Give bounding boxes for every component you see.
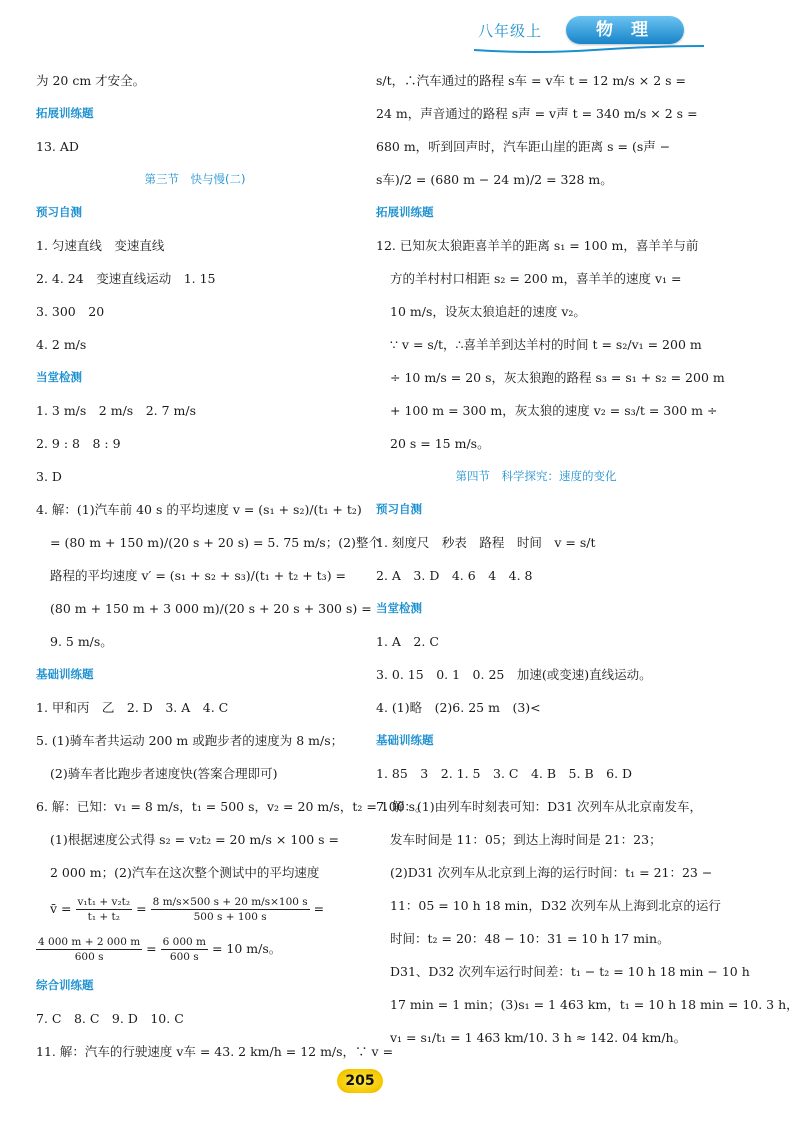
section-heading-extension: 拓展训练题	[376, 205, 434, 219]
right-column	[376, 64, 799, 1054]
denominator: 600 s	[74, 951, 104, 963]
answer-line: 4. (1)略 (2)6. 25 m (3)<	[376, 700, 541, 715]
numerator: 6 000 m	[162, 936, 206, 948]
fraction	[151, 895, 310, 924]
answer-line: (2)骑车者比跑步者速度快(答案合理即可)	[50, 766, 278, 781]
answer-line: 路程的平均速度 v′ = (s₁ + s₂ + s₃)/(t₁ + t₂ + t₃) =	[50, 568, 347, 583]
answer-line: 3. 0. 15 0. 1 0. 25 加速(或变速)直线运动。	[376, 667, 652, 682]
answer-line: 2 000 m；(2)汽车在这次整个测试中的平均速度	[50, 865, 320, 880]
formula-average-speed	[36, 889, 354, 929]
answer-line: 6. 解：已知：v₁ = 8 m/s，t₁ = 500 s，v₂ = 20 m/s，t₂ = 100 s。	[36, 799, 428, 814]
fraction	[161, 935, 208, 964]
answer-line: s/t，∴汽车通过的路程 s车 = v车 t = 12 m/s × 2 s =	[376, 73, 687, 88]
formula-result-value: = 10 m/s。	[211, 941, 282, 956]
answer-line: 3. 300 20	[36, 304, 105, 319]
numerator: 4 000 m + 2 000 m	[38, 936, 141, 948]
answer-line: 1. A 2. C	[376, 634, 439, 649]
page-header	[474, 14, 694, 50]
answer-line: 为 20 cm 才安全。	[36, 73, 146, 88]
subject-tab: 物 理	[566, 16, 684, 44]
fraction	[76, 895, 133, 924]
denominator: t₁ + t₂	[87, 911, 120, 923]
chapter-title-section3: 第三节 快与慢(二)	[144, 172, 246, 186]
denominator: 500 s + 100 s	[193, 911, 267, 923]
answer-line: 1. 85 3 2. 1. 5 3. C 4. B 5. B 6. D	[376, 766, 633, 781]
answer-line: D31、D32 次列车运行时间差：t₁ − t₂ = 10 h 18 min − 10 h	[390, 964, 750, 979]
section-heading-classroom: 当堂检测	[36, 370, 82, 384]
formula-equals: =	[136, 901, 147, 916]
answer-line: ∵ v = s/t，∴喜羊羊到达羊村的时间 t = s₂/v₁ = 200 m	[390, 337, 702, 352]
answer-line: 时间：t₂ = 20：48 − 10：31 = 10 h 17 min。	[390, 931, 670, 946]
answer-line: 7. 解：(1)由列车时刻表可知：D31 次列车从北京南发车，	[376, 799, 703, 814]
formula-equals: =	[146, 941, 157, 956]
answer-line: (1)根据速度公式得 s₂ = v₂t₂ = 20 m/s × 100 s =	[50, 832, 340, 847]
answer-line: ÷ 10 m/s = 20 s，灰太狼跑的路程 s₃ = s₁ + s₂ = 200 m	[390, 370, 725, 385]
answer-line: (2)D31 次列车从北京到上海的运行时间：t₁ = 21：23 −	[390, 865, 713, 880]
answer-line: 4. 解：(1)汽车前 40 s 的平均速度 v = (s₁ + s₂)/(t₁ + t₂)	[36, 502, 362, 517]
answer-line: 发车时间是 11：05；到达上海时间是 21：23；	[390, 832, 662, 847]
formula-symbol: v̄ =	[50, 901, 72, 916]
section-heading-preview: 预习自测	[376, 502, 422, 516]
answer-line: 2. 9 : 8 8 : 9	[36, 436, 121, 451]
answer-line: 11. 解：汽车的行驶速度 v车 = 43. 2 km/h = 12 m/s，∵ v =	[36, 1044, 394, 1059]
answer-line: 1. 3 m/s 2 m/s 2. 7 m/s	[36, 403, 197, 418]
answer-line: = (80 m + 150 m)/(20 s + 20 s) = 5. 75 m/s；(2)整个	[50, 535, 381, 550]
section-heading-preview: 预习自测	[36, 205, 82, 219]
section-heading-basic: 基础训练题	[36, 667, 94, 681]
answer-line: 方的羊村村口相距 s₂ = 200 m，喜羊羊的速度 v₁ =	[390, 271, 682, 286]
page-number-badge: 205	[337, 1069, 383, 1093]
formula-result	[36, 929, 354, 969]
section-heading-extension: 拓展训练题	[36, 106, 94, 120]
section-heading-basic: 基础训练题	[376, 733, 434, 747]
answer-line: s车)/2 = (680 m − 24 m)/2 = 328 m。	[376, 172, 613, 187]
answer-line: 5. (1)骑车者共运动 200 m 或跑步者的速度为 8 m/s；	[36, 733, 344, 748]
answer-line: 7. C 8. C 9. D 10. C	[36, 1011, 184, 1026]
answer-line: 11：05 = 10 h 18 min，D32 次列车从上海到北京的运行	[390, 898, 721, 913]
answer-line: 24 m，声音通过的路程 s声 = v声 t = 340 m/s × 2 s =	[376, 106, 698, 121]
formula-equals: =	[313, 901, 325, 916]
answer-line: 1. 刻度尺 秒表 路程 时间 v = s/t	[376, 535, 596, 550]
answer-line: v₁ = s₁/t₁ = 1 463 km/10. 3 h ≈ 142. 04 km/h。	[390, 1030, 687, 1045]
answer-line: 2. 4. 24 变速直线运动 1. 15	[36, 271, 216, 286]
header-swoosh-decoration	[474, 44, 704, 56]
answer-line: + 100 m = 300 m，灰太狼的速度 v₂ = s₃/t = 300 m ÷	[390, 403, 718, 418]
fraction	[36, 935, 142, 964]
answer-line: 4. 2 m/s	[36, 337, 87, 352]
denominator: 600 s	[169, 951, 199, 963]
answer-line: 20 s = 15 m/s。	[390, 436, 490, 451]
section-heading-comprehensive: 综合训练题	[36, 978, 94, 992]
answer-line: 13. AD	[36, 139, 79, 154]
numerator: 8 m/s×500 s + 20 m/s×100 s	[152, 896, 308, 908]
answer-line: 17 min = 1 min；(3)s₁ = 1 463 km，t₁ = 10 h 18 min = 10. 3 h，	[390, 997, 799, 1012]
answer-line: 10 m/s，设灰太狼追赶的速度 v₂。	[390, 304, 586, 319]
answer-line: 680 m，听到回声时，汽车距山崖的距离 s = (s声 −	[376, 139, 671, 154]
answer-line: 1. 匀速直线 变速直线	[36, 238, 165, 253]
answer-line: 12. 已知灰太狼距喜羊羊的距离 s₁ = 100 m，喜羊羊与前	[376, 238, 699, 253]
numerator: v₁t₁ + v₂t₂	[77, 896, 131, 908]
answer-line: (80 m + 150 m + 3 000 m)/(20 s + 20 s + 300 s) =	[50, 601, 372, 616]
section-heading-classroom: 当堂检测	[376, 601, 422, 615]
answer-line: 1. 甲和丙 乙 2. D 3. A 4. C	[36, 700, 229, 715]
answer-line: 3. D	[36, 469, 62, 484]
grade-label: 八年级上	[478, 22, 543, 40]
answer-line: 2. A 3. D 4. 6 4 4. 8	[376, 568, 533, 583]
chapter-title-section4: 第四节 科学探究：速度的变化	[455, 469, 617, 483]
answer-line: 9. 5 m/s。	[50, 634, 113, 649]
